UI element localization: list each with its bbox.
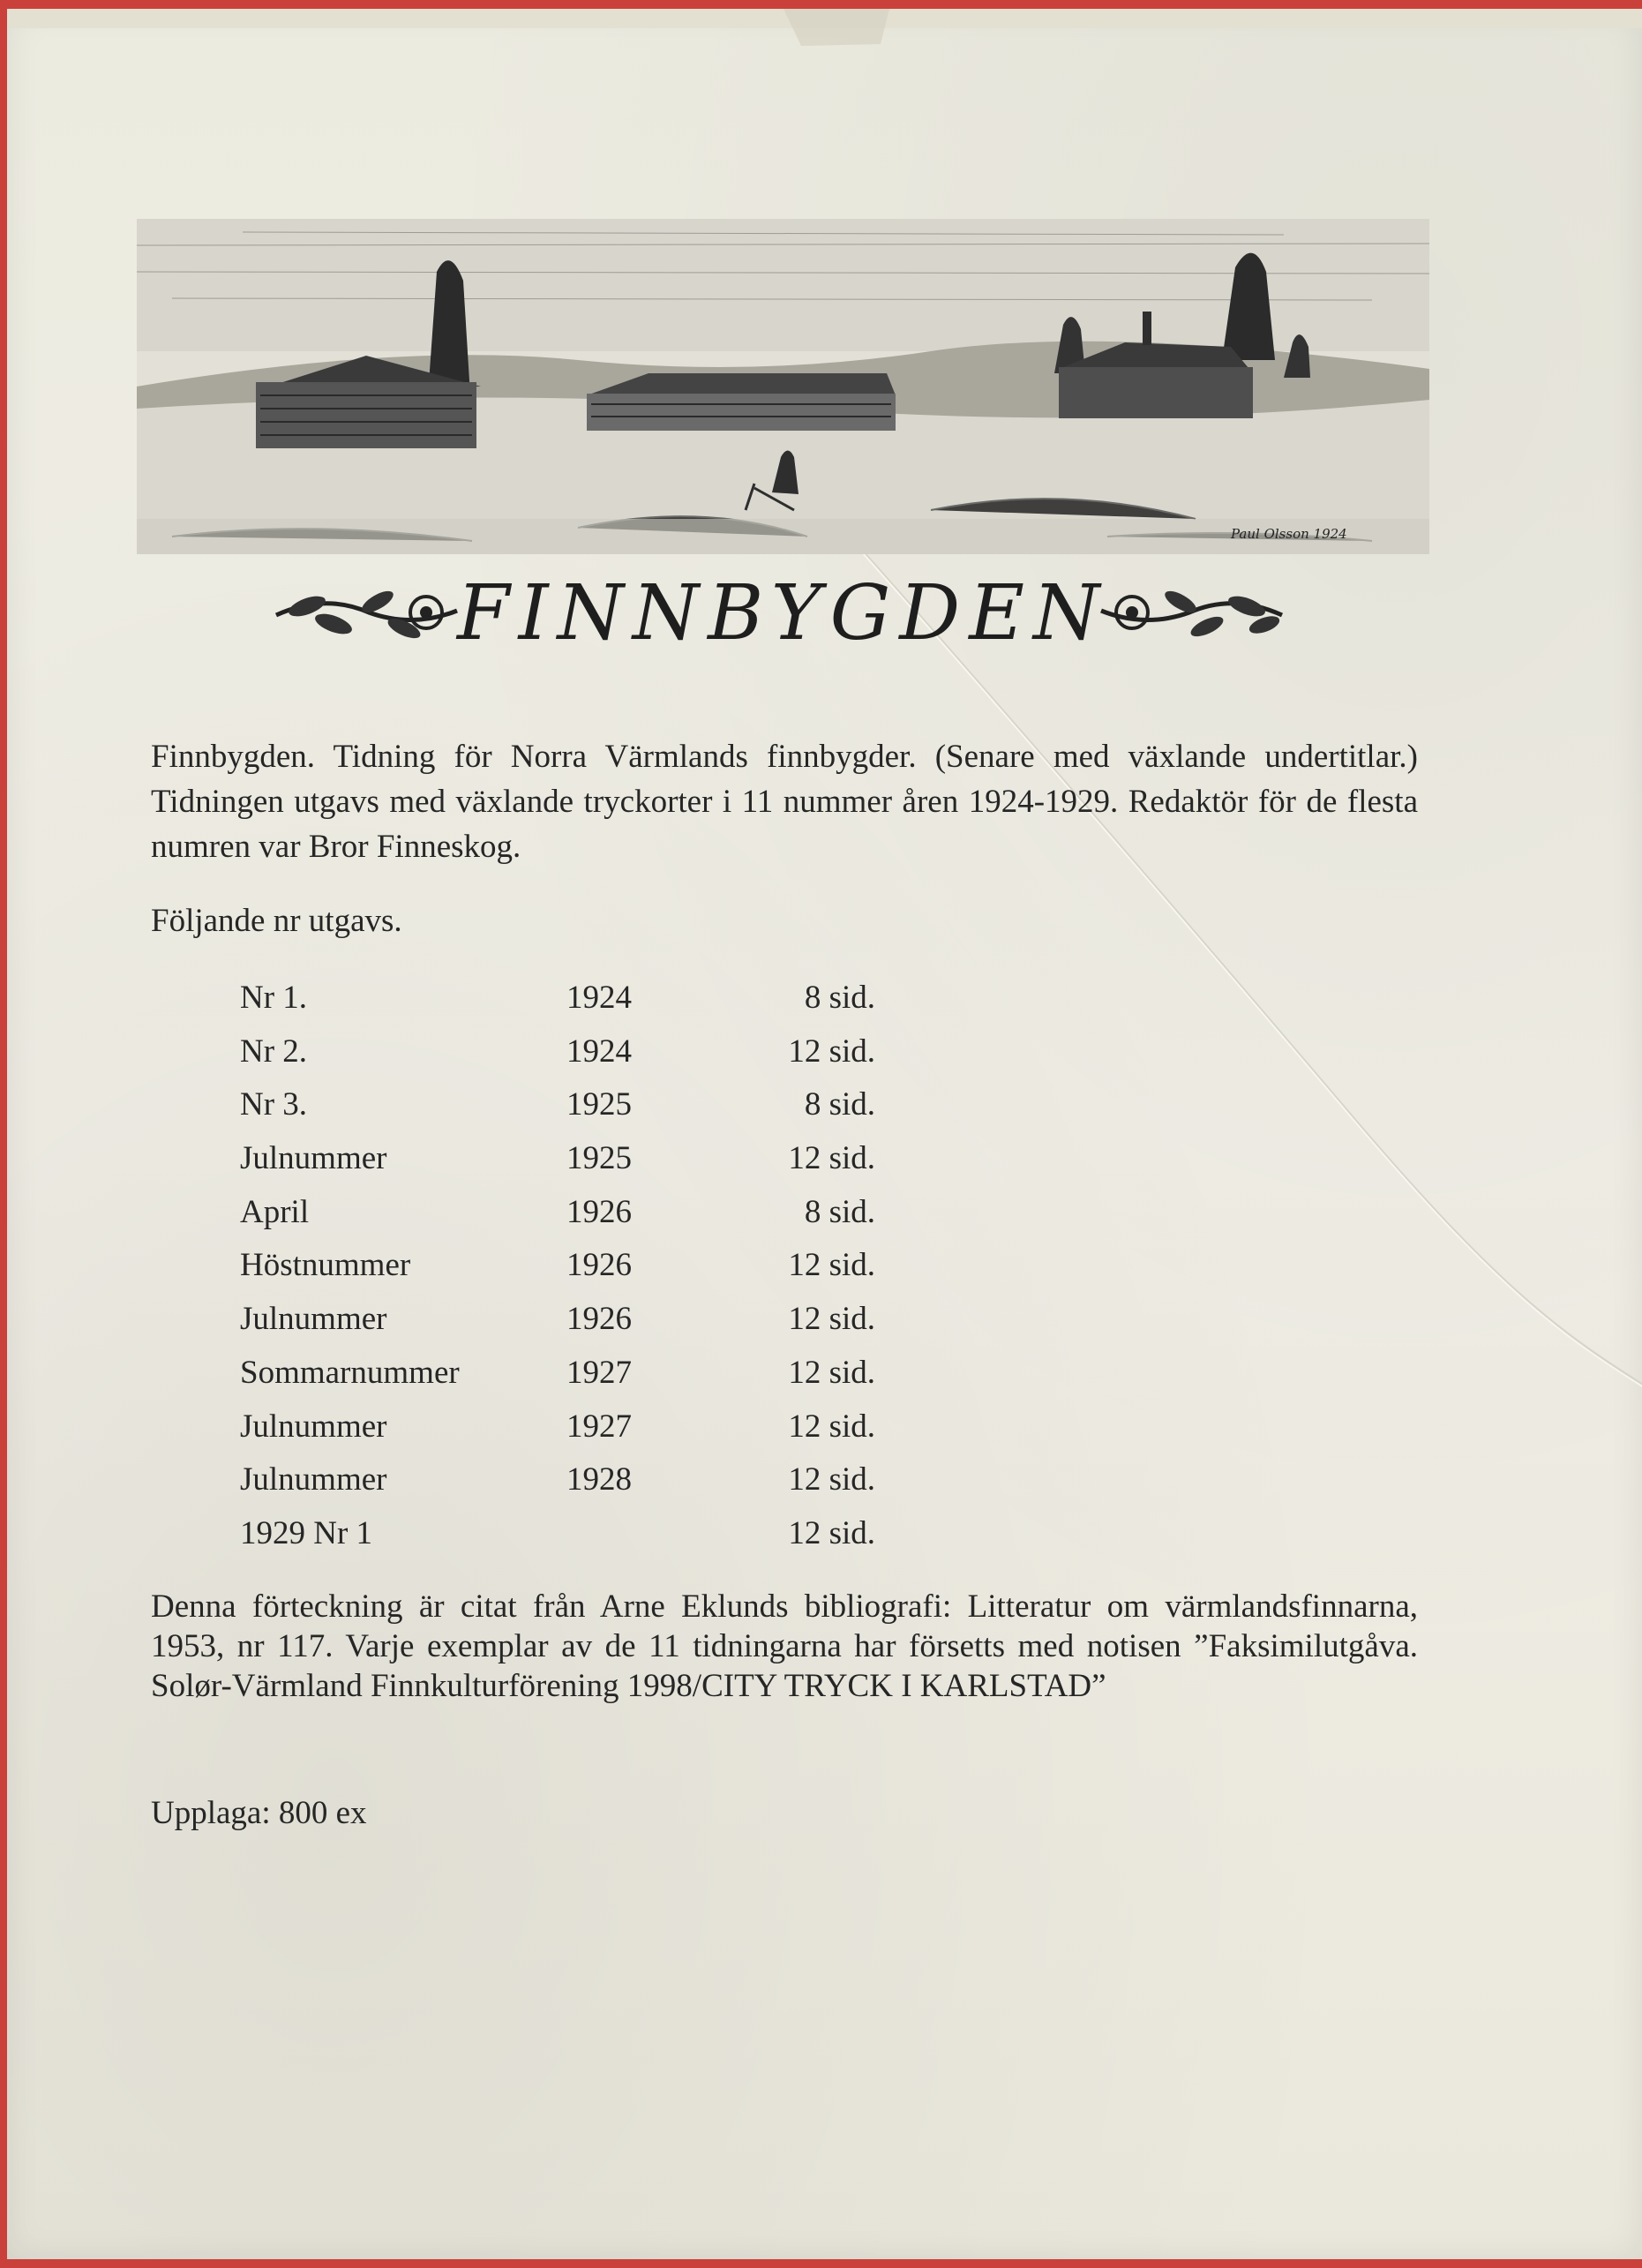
issue-row xyxy=(240,1513,875,1567)
issue-row xyxy=(240,1138,875,1192)
issue-name: Julnummer xyxy=(240,1301,387,1338)
issue-year: 1925 xyxy=(566,1140,632,1177)
issue-name: Nr 1. xyxy=(240,980,308,1016)
issue-year: 1924 xyxy=(566,1033,632,1070)
issue-name: Julnummer xyxy=(240,1408,387,1445)
issue-pages: 12 sid. xyxy=(788,1247,875,1284)
issue-name: Höstnummer xyxy=(240,1247,411,1284)
bibliography-note: Denna förteckning är citat från Arne Eklunds bibliografi: Litteratur om värmlandsfinnarna, 1953, nr 117. Varje exemplar av de 11 tidningarna har försetts med notisen ”Faksimilutgåva. Solør-Värmland Finnkulturförening 1998/CITY TRYCK I KARLSTAD” xyxy=(151,1588,1418,1704)
issue-year: 1928 xyxy=(566,1461,632,1498)
issue-pages: 12 sid. xyxy=(788,1033,875,1070)
issue-row xyxy=(240,1407,875,1461)
floral-ornament-right-icon xyxy=(1097,575,1286,650)
issue-row xyxy=(240,978,875,1032)
issue-pages: 12 sid. xyxy=(788,1140,875,1177)
issue-year: 1927 xyxy=(566,1408,632,1445)
issue-year: 1926 xyxy=(566,1193,632,1230)
issue-pages: 8 sid. xyxy=(804,1086,875,1123)
issue-row xyxy=(240,1085,875,1138)
issue-list-heading: Följande nr utgavs. xyxy=(151,903,402,939)
village-illustration xyxy=(137,219,1429,554)
issue-row xyxy=(240,1245,875,1299)
issue-name: April xyxy=(240,1193,310,1230)
issue-row xyxy=(240,1032,875,1085)
issue-name: Sommarnummer xyxy=(240,1354,460,1391)
issue-name: Nr 3. xyxy=(240,1086,308,1123)
issue-pages: 12 sid. xyxy=(788,1514,875,1551)
edition-size: Upplaga: 800 ex xyxy=(151,1795,367,1831)
issue-year: 1926 xyxy=(566,1301,632,1338)
issue-year: 1925 xyxy=(566,1086,632,1123)
issue-pages: 8 sid. xyxy=(804,1193,875,1230)
issue-year: 1924 xyxy=(566,980,632,1016)
issue-pages: 12 sid. xyxy=(788,1461,875,1498)
issue-name: Julnummer xyxy=(240,1461,387,1498)
issue-pages: 12 sid. xyxy=(788,1354,875,1391)
issue-row xyxy=(240,1460,875,1513)
issue-name: Nr 2. xyxy=(240,1033,308,1070)
illustration-signature: Paul Olsson 1924 xyxy=(1231,526,1347,542)
issue-pages: 12 sid. xyxy=(788,1301,875,1338)
issue-year: 1926 xyxy=(566,1247,632,1284)
issue-year: 1927 xyxy=(566,1354,632,1391)
intro-paragraph: Finnbygden. Tidning för Norra Värmlands finnbygder. (Senare med växlande undertitlar.) Tidningen utgavs med växlande tryckorter i 11 nummer åren 1924-1929. Redaktör för de flesta numren var Bror Finneskog. xyxy=(151,739,1418,865)
issue-pages: 8 sid. xyxy=(804,980,875,1016)
issue-name: 1929 Nr 1 xyxy=(240,1514,373,1551)
issue-row xyxy=(240,1192,875,1246)
masthead-title: FINNBYGDEN xyxy=(457,569,1109,657)
issue-list xyxy=(240,978,875,1567)
issue-pages: 12 sid. xyxy=(788,1408,875,1445)
issue-name: Julnummer xyxy=(240,1140,387,1177)
document-page xyxy=(7,9,1642,2259)
issue-row xyxy=(240,1299,875,1353)
floral-ornament-left-icon xyxy=(272,575,461,650)
masthead-title-banner xyxy=(272,565,1286,662)
issue-row xyxy=(240,1353,875,1407)
